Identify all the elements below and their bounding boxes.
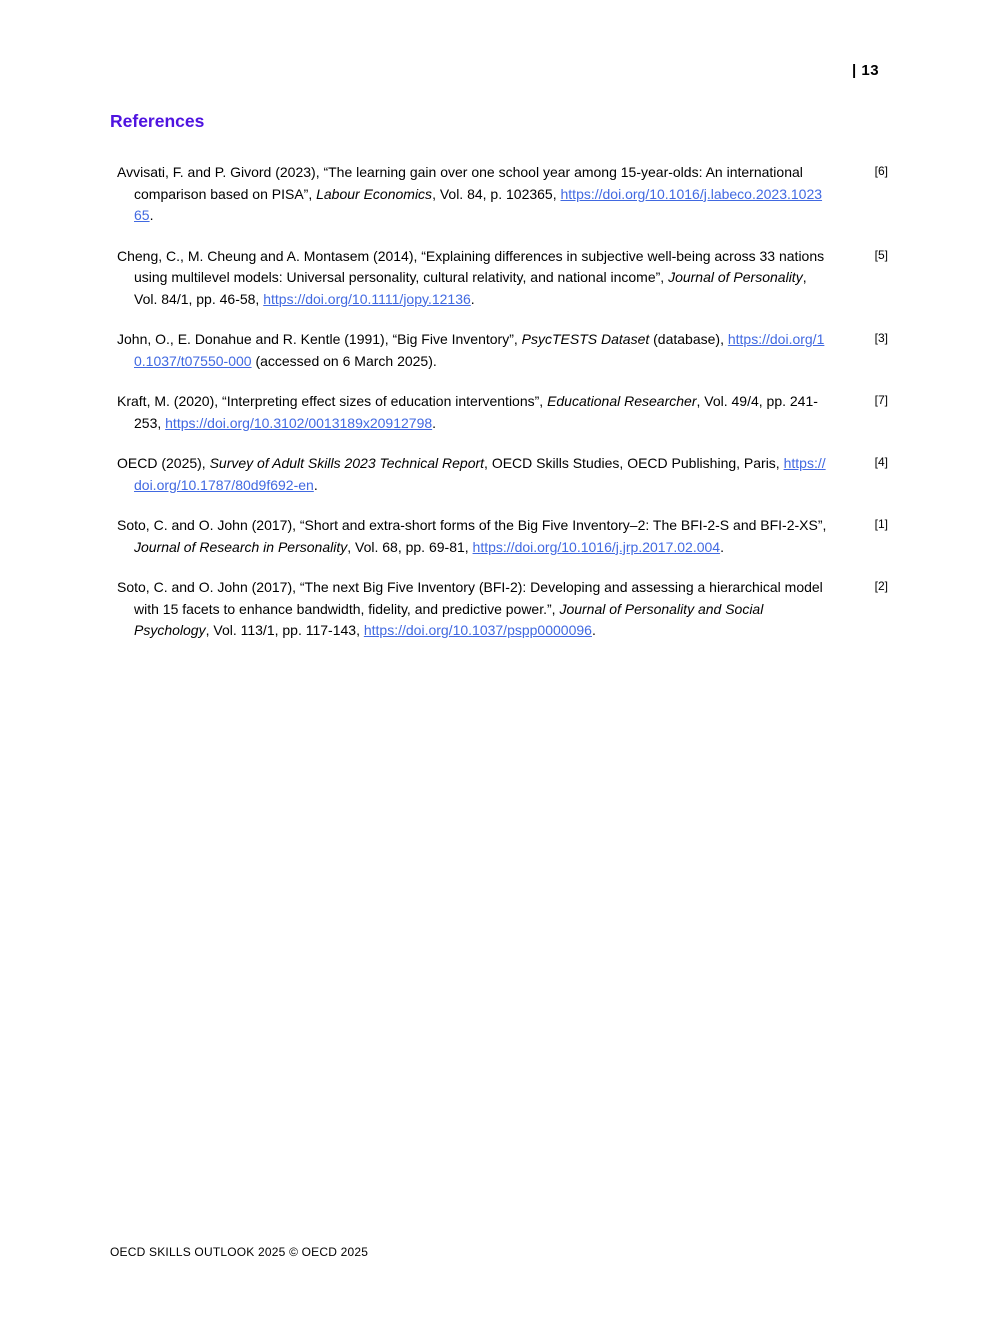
reference-text-segment: , Vol. 84/1, pp. 46-58, xyxy=(134,269,807,307)
reference-citation-number: [5] xyxy=(874,247,888,262)
reference-text-segment: Cheng, C., M. Cheung and A. Montasem (2014), “Explaining differences in subjective well-being across 33 nations using multilevel models: Universal personality, cultural relativity, and national income”, xyxy=(117,247,825,285)
doi-link[interactable]: https://doi.org/10.1037/t07550-000 xyxy=(134,331,825,369)
reference-entry xyxy=(117,329,888,372)
reference-citation-number: [7] xyxy=(874,393,888,407)
journal-title: Journal of Research in Personality xyxy=(134,538,348,555)
journal-title: Journal of Personality and Social Psychology xyxy=(134,600,764,638)
reference-text-segment: . xyxy=(591,622,596,638)
reference-text-segment: Kraft, M. (2020), “Interpreting effect sizes of education interventions”, xyxy=(117,393,548,409)
reference-text xyxy=(117,162,828,227)
reference-text-segment: . xyxy=(432,414,437,431)
journal-title: Journal of Personality xyxy=(668,269,803,285)
reference-entry xyxy=(117,577,888,642)
reference-text-segment: , Vol. 49/4, pp. 241-253, xyxy=(134,393,818,431)
reference-text-segment: John, O., E. Donahue and R. Kentle (1991), “Big Five Inventory”, xyxy=(117,331,522,347)
reference-text-segment: Soto, C. and O. John (2017), “Short and extra-short forms of the Big Five Inventory–2: The BFI-2-S and BFI-2-XS”, xyxy=(117,517,827,533)
page-footer: OECD SKILLS OUTLOOK 2025 © OECD 2025 xyxy=(110,1245,369,1259)
reference-citation-number: [4] xyxy=(874,455,888,469)
reference-text-segment: . xyxy=(720,538,724,555)
reference-entry xyxy=(117,391,888,434)
reference-text-segment: , Vol. 113/1, pp. 117-143, xyxy=(205,622,364,638)
journal-title: Survey of Adult Skills 2023 Technical Report xyxy=(209,455,485,471)
reference-entry xyxy=(117,246,888,311)
references-list xyxy=(117,162,888,661)
doi-link[interactable]: https://doi.org/10.3102/0013189x20912798 xyxy=(165,414,433,431)
reference-citation-number: [1] xyxy=(874,517,888,531)
reference-text-segment: (accessed on 6 March 2025). xyxy=(251,352,437,369)
reference-text xyxy=(117,391,828,434)
reference-entry xyxy=(117,162,888,227)
reference-text xyxy=(117,577,828,642)
reference-text-segment: , OECD Skills Studies, OECD Publishing, Paris, xyxy=(484,455,784,471)
reference-citation-number: [6] xyxy=(874,164,888,178)
reference-text-segment: , Vol. 68, pp. 69-81, xyxy=(347,538,473,555)
reference-text-segment: OECD (2025), xyxy=(117,455,210,471)
reference-text-segment: Soto, C. and O. John (2017), “The next Big Five Inventory (BFI-2): Developing and assessing a hierarchical model with 15 facets to enhance bandwidth, fidelity, and predictive power.”, xyxy=(117,579,823,617)
journal-title: PsycTESTS Dataset xyxy=(521,331,650,347)
reference-text-segment: (database), xyxy=(649,331,728,347)
reference-text xyxy=(117,515,828,558)
doi-link[interactable]: https://doi.org/10.1111/jopy.12136 xyxy=(263,290,471,307)
doi-link[interactable]: https://doi.org/10.1016/j.labeco.2023.102365 xyxy=(134,185,823,223)
reference-text-segment: , Vol. 84, p. 102365, xyxy=(432,185,561,202)
doi-link[interactable]: https://doi.org/10.1016/j.jrp.2017.02.004 xyxy=(472,538,721,555)
page-number: | 13 xyxy=(852,62,880,79)
journal-title: Labour Economics xyxy=(316,185,433,202)
reference-text xyxy=(117,453,828,496)
reference-entry xyxy=(117,453,888,496)
reference-text-segment: . xyxy=(313,476,318,493)
reference-citation-number: [2] xyxy=(874,579,888,593)
reference-entry xyxy=(117,515,888,558)
reference-text-segment: . xyxy=(149,207,154,223)
reference-text xyxy=(117,246,828,311)
reference-text-segment: Avvisati, F. and P. Givord (2023), “The learning gain over one school year among 15-year-olds: An international comparison based on PISA”, xyxy=(117,164,803,202)
journal-title: Educational Researcher xyxy=(547,393,697,409)
reference-text-segment: . xyxy=(470,290,475,307)
reference-citation-number: [3] xyxy=(874,331,888,345)
reference-text xyxy=(117,329,828,372)
doi-link[interactable]: https://doi.org/10.1037/pspp0000096 xyxy=(363,622,592,638)
doi-link[interactable]: https://doi.org/10.1787/80d9f692-en xyxy=(134,455,826,493)
page-title: References xyxy=(110,111,205,131)
